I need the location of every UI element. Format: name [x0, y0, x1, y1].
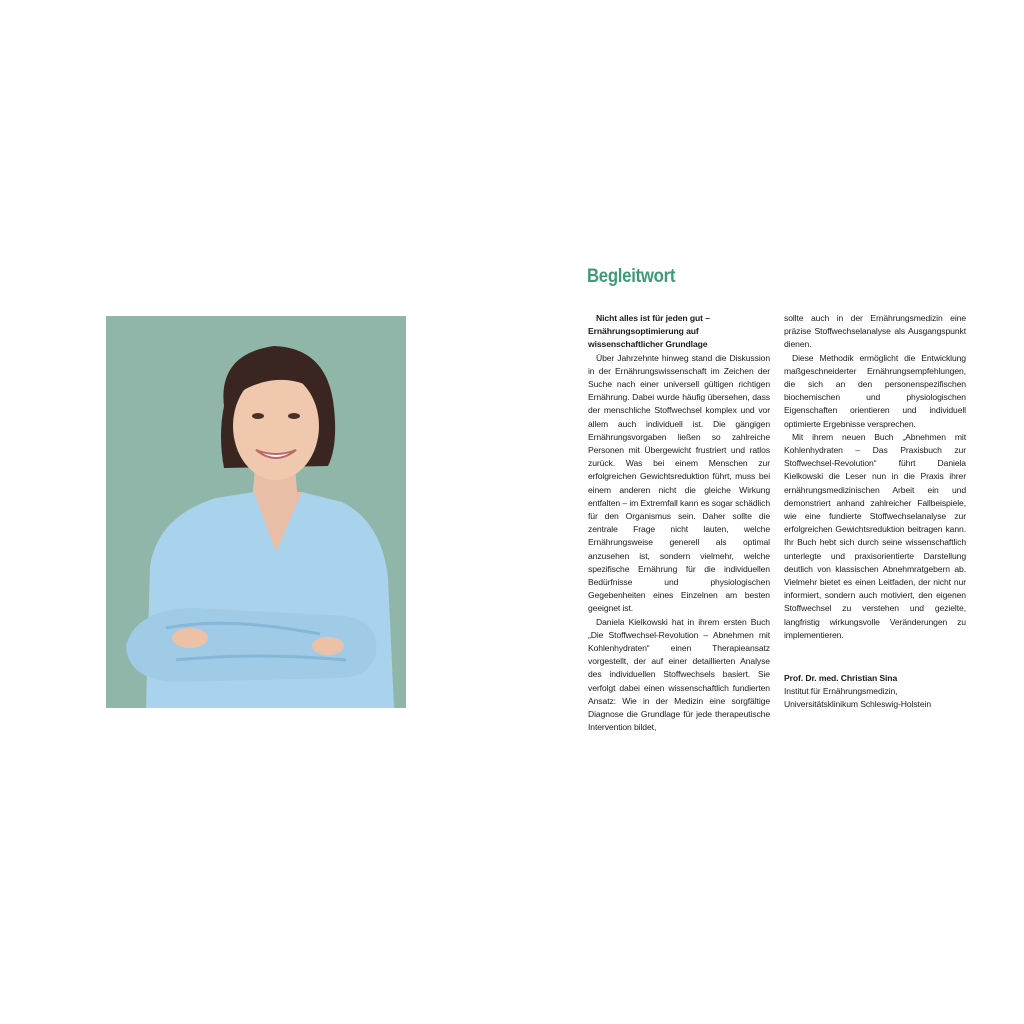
signature-block: [784, 672, 966, 712]
signature-name: Prof. Dr. med. Christian Sina: [784, 673, 898, 684]
text-column-left: [588, 312, 770, 742]
signature-institute: Institut für Ernährungsmedizin,: [784, 686, 898, 697]
body-paragraph: Daniela Kielkowski hat in ihrem ersten Buch „Die Stoffwechsel-Revolution – Abnehmen mit Kohlenhydraten“ einen Therapieansatz vorgestellt, der auf einer detaillierten Analyse des individuellen Stoffwechsels basiert. Sie verfolgt dabei einen wissenschaftlich fundierten Ansatz: Wie in der Medizin eine sorgfältige Diagnose die Grundlage für jede therapeutische Intervention bildet,: [588, 616, 770, 733]
signature-clinic: Universitätsklinikum Schleswig-Holstein: [784, 699, 932, 710]
body-paragraph: Diese Methodik ermöglicht die Entwicklung maßgeschneiderter Ernährungsempfehlungen, die sich an den personenspezifischen biochemischen und physiologischen Eigenschaften orientieren und individuell optimierte Ergebnisse versprechen.: [784, 352, 966, 429]
body-paragraph: Mit ihrem neuen Buch „Abnehmen mit Kohlenhydraten – Das Praxisbuch zur Stoffwechsel-Revolution“ führt Daniela Kielkowski die Leser nun in die Praxis ihrer ernährungsmedizinischen Arbeit ein und demonstriert anhand zahlreicher Fallbeispiele, wie eine fundierte Stoffwechselanalyse zur erfolgreichen Gewichtsreduktion beitragen kann. Ihr Buch hebt sich durch seine wissenschaftlich unterlegte und praxisorientierte Darstellung deutlich von klassischen Abnehmratgebern ab. Vielmehr bietet es einen Leitfaden, der nicht nur informiert, sondern auch motiviert, den eigenen Stoffwechsel zu verstehen und gezielte, langfristig wirkungsvolle Veränderungen zu implementieren.: [784, 431, 966, 640]
text-column-right: [784, 312, 966, 712]
lead-subheading: Nicht alles ist für jeden gut – Ernährungsoptimierung auf wissenschaftlicher Grundlage: [588, 313, 710, 350]
body-paragraph-continuation: sollte auch in der Ernährungsmedizin eine präzise Stoffwechselanalyse als Ausgangspunkt dienen.: [784, 313, 966, 350]
portrait-photo: [106, 316, 406, 708]
page-heading: Begleitwort: [587, 266, 676, 287]
body-paragraph: Über Jahrzehnte hinweg stand die Diskussion in der Ernährungswissenschaft im Zeichen der Suche nach einer universell gültigen richtigen Ernährung. Dabei wurde häufig übersehen, dass der menschliche Stoffwechsel komplex und vor allem auch individuell ist. Die gängigen Ernährungsvorgaben ließen so zahlreiche Personen mit Übergewicht frustriert und ratlos zurück. Was bei einem Menschen zur erfolgreichen Gewichtsreduktion führt, muss bei einem anderen nicht die gleiche Wirkung entfalten – im Extremfall kann es sogar schädlich für den Organismus sein. Daher sollte die zentrale Frage nicht lauten, welche Ernährungsweise generell als optimal anzusehen ist, sondern vielmehr, welche spezifische Ernährung für die individuellen Bedürfnisse und physiologischen Gegebenheiten eines Einzelnen am besten geeignet ist.: [588, 352, 770, 614]
